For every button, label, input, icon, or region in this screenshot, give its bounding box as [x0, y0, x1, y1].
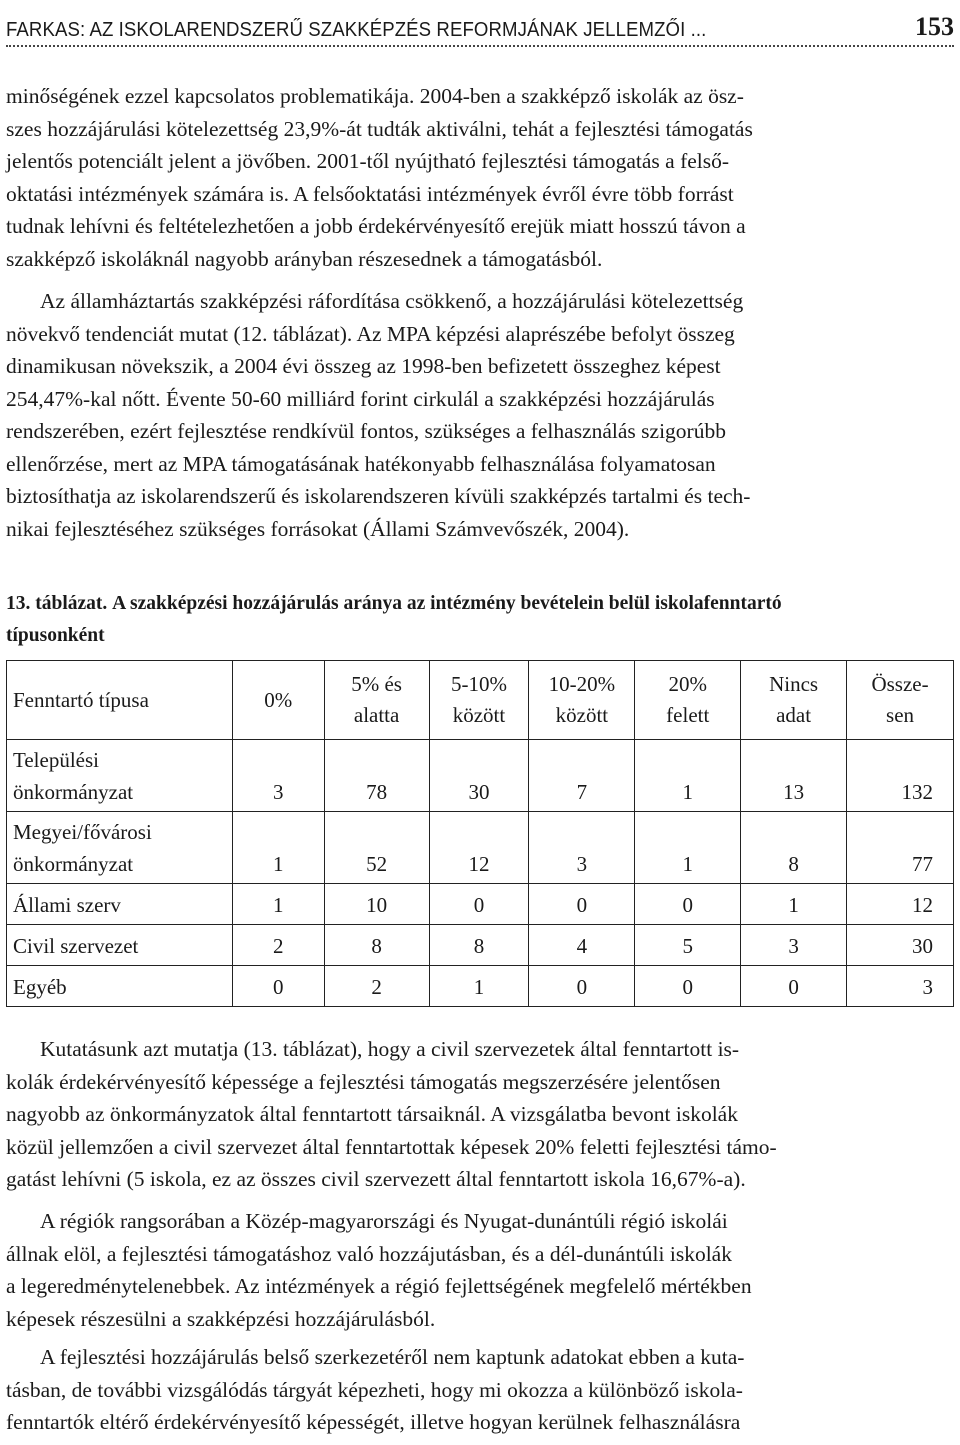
data-table	[6, 660, 954, 1007]
text-line: a legeredménytelenebbek. Az intézmények a régió fejlettségének megfelelő mértékben	[6, 1274, 752, 1298]
column-header: 0%	[232, 661, 324, 740]
table-cell: 12	[429, 812, 529, 884]
text-line: kolák érdekérvényesítő képessége a fejlesztési támogatás megszerzésére jelentősen	[6, 1069, 721, 1094]
paragraph-5	[6, 1341, 954, 1439]
table-row	[7, 740, 954, 812]
table-cell: 1	[232, 812, 324, 884]
paragraph-2	[6, 285, 954, 545]
column-header: Összе- sen	[847, 661, 954, 740]
text-line: tásban, de további vizsgálódás tárgyát képezheti, hogy mi okozza a különböző iskola-	[6, 1377, 743, 1402]
table-caption-title: A szakképzési hozzájárulás aránya az intézmény bevételein belül iskolafenntartó	[112, 593, 782, 614]
row-label: Települési önkormányzat	[7, 740, 233, 812]
table-cell: 1	[635, 812, 741, 884]
paragraph-1	[6, 80, 954, 275]
text-line: tudnak lehívni és feltételezhetően a jobb érdekérvényesítő erejük miatt hosszú távon a	[6, 214, 746, 238]
table-row	[7, 812, 954, 884]
text-line: nikai fejlesztéséhez szükséges forrásokat (Állami Számvevőszék, 2004).	[6, 516, 630, 541]
text-line: minőségének ezzel kapcsolatos problematikája. 2004-ben a szakképző iskolák az ösz-	[6, 84, 744, 108]
table-cell: 10	[324, 884, 429, 925]
table-cell: 8	[429, 925, 529, 966]
text-line: gatást lehívni (5 iskola, ez az összes civil szervezett által fenntartott iskola 16,67%-a).	[6, 1167, 746, 1191]
table-row	[7, 925, 954, 966]
table-cell: 3	[741, 925, 847, 966]
table-cell: 7	[529, 740, 635, 812]
table-row	[7, 966, 954, 1007]
table-cell: 3	[847, 966, 954, 1007]
table-cell: 52	[324, 812, 429, 884]
table-cell: 8	[741, 812, 847, 884]
text-line: növekvő tendenciát mutat (12. táblázat). Az MPA képzési alaprészébe befolyt összeg	[6, 321, 735, 346]
table-cell: 1	[429, 966, 529, 1007]
table-caption-label: 13. táblázat.	[6, 593, 108, 614]
text-line: állnak elöl, a fejlesztési támogatáshoz való hozzájutásban, és a dél-dunántúli iskolák	[6, 1241, 732, 1266]
table-cell: 12	[847, 884, 954, 925]
table-cell: 0	[635, 884, 741, 925]
table-cell: 0	[635, 966, 741, 1007]
table-cell: 0	[232, 966, 324, 1007]
column-header: 5-10% között	[429, 661, 529, 740]
row-label: Állami szerv	[7, 884, 233, 925]
text-line: közül jellemzően a civil szervezet által fenntartottak képesek 20% feletti fejlesztési támo-	[6, 1134, 777, 1159]
text-line: Az államháztartás szakképzési ráfordítása csökkenő, a hozzájárulási kötelezettség	[40, 289, 744, 313]
paragraph-3	[6, 1033, 954, 1196]
running-title: FARKAS: AZ ISKOLARENDSZERŰ SZAKKÉPZÉS REFORMJÁNAK JELLEMZŐI ...	[6, 19, 707, 41]
table-caption	[6, 588, 954, 652]
text-line: A régiók rangsorában a Közép-magyarországi és Nyugat-dunántúli régió iskolái	[40, 1209, 728, 1233]
column-header: Nincs adat	[741, 661, 847, 740]
header-rule	[6, 45, 954, 47]
text-line: 254,47%-kal nőtt. Évente 50-60 milliárd forint cirkulál a szakképzési hozzájárulás	[6, 386, 715, 411]
text-line: biztosíthatja az iskolarendszerű és iskolarendszeren kívüli szakképzés tartalmi és tech-	[6, 484, 751, 508]
data-table-wrapper	[6, 660, 954, 1007]
table-caption-title-cont: típusonként	[6, 625, 105, 646]
table-cell: 3	[232, 740, 324, 812]
text-line: szes hozzájárulási kötelezettség 23,9%-át tudták aktiválni, tehát a fejlesztési támogatás	[6, 116, 753, 141]
page-number: 153	[915, 12, 954, 41]
text-line: szakképző iskoláknál nagyobb arányban részesednek a támogatásból.	[6, 246, 603, 271]
table-cell: 0	[529, 884, 635, 925]
table-cell: 13	[741, 740, 847, 812]
text-line: rendszerében, ezért fejlesztése rendkívül fontos, szükséges a felhasználás szigorúbb	[6, 419, 726, 443]
table-cell: 2	[232, 925, 324, 966]
table-cell: 0	[529, 966, 635, 1007]
text-line: jelentős potenciált jelent a jövőben. 2001-től nyújtható fejlesztési támogatás a felső-	[6, 149, 730, 173]
table-cell: 2	[324, 966, 429, 1007]
paragraph-4	[6, 1205, 954, 1335]
row-label: Megyei/fővárosi önkormányzat	[7, 812, 233, 884]
table-cell: 78	[324, 740, 429, 812]
column-header: 10-20% között	[529, 661, 635, 740]
row-label: Civil szervezet	[7, 925, 233, 966]
table-cell: 1	[635, 740, 741, 812]
column-header: 20% felett	[635, 661, 741, 740]
table-row	[7, 884, 954, 925]
table-cell: 132	[847, 740, 954, 812]
table-cell: 5	[635, 925, 741, 966]
table-cell: 1	[232, 884, 324, 925]
table-cell: 30	[847, 925, 954, 966]
table-cell: 0	[741, 966, 847, 1007]
table-cell: 8	[324, 925, 429, 966]
text-line: ellenőrzése, mert az MPA támogatásának hatékonyabb felhasználása folyamatosan	[6, 451, 716, 476]
text-line: képesek részesülni a szakképzési hozzájárulásból.	[6, 1306, 436, 1331]
table-header-row	[7, 661, 954, 740]
text-line: fenntartók eltérő érdekérvényesítő képességét, illetve hogyan kerülnek felhasználásra	[6, 1410, 741, 1434]
table-cell: 0	[429, 884, 529, 925]
text-line: nagyobb az önkormányzatok által fenntartott társaiknál. A vizsgálatba bevont iskolák	[6, 1102, 738, 1126]
table-cell: 3	[529, 812, 635, 884]
column-header: 5% és alatta	[324, 661, 429, 740]
text-line: A fejlesztési hozzájárulás belső szerkezetéről nem kaptunk adatokat ebben a kuta-	[40, 1345, 745, 1369]
table-cell: 1	[741, 884, 847, 925]
table-cell: 30	[429, 740, 529, 812]
row-label: Egyéb	[7, 966, 233, 1007]
text-line: oktatási intézmények számára is. A felsőoktatási intézmények évről évre több forrást	[6, 181, 734, 206]
table-cell: 77	[847, 812, 954, 884]
text-line: dinamikusan növekszik, a 2004 évi összeg az 1998-ben befizetett összeghez képest	[6, 354, 721, 378]
table-cell: 4	[529, 925, 635, 966]
running-header	[6, 2, 954, 42]
text-line: Kutatásunk azt mutatja (13. táblázat), hogy a civil szervezetek által fenntartott is-	[40, 1037, 740, 1061]
column-header: Fenntartó típusa	[7, 661, 233, 740]
